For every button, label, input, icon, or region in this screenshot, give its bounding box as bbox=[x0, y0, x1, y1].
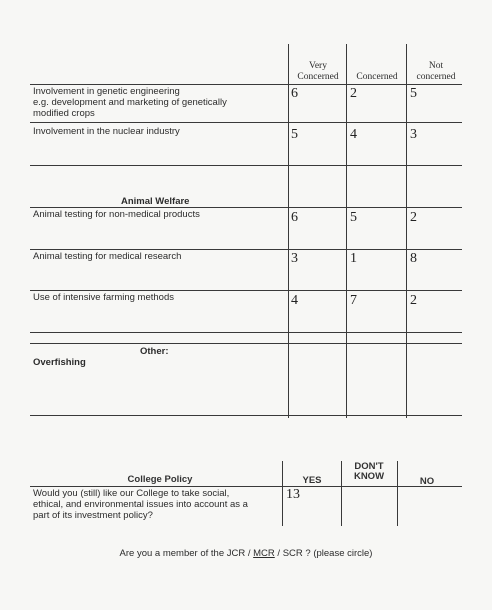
header-not-concerned: Not concerned bbox=[416, 61, 456, 82]
value-very-concerned: 6 bbox=[291, 210, 298, 225]
section-heading-animal-welfare: Animal Welfare bbox=[121, 196, 190, 207]
row-label-genetic-engineering: Involvement in genetic engineering e.g. development and marketing of genetically modified crops bbox=[33, 86, 227, 119]
section-heading-other: Other: bbox=[140, 346, 169, 357]
value-yes: 13 bbox=[286, 487, 300, 502]
value-not-concerned: 8 bbox=[410, 251, 417, 266]
row-label-nuclear: Involvement in the nuclear industry bbox=[33, 126, 180, 137]
header-dont-know: DON'T KNOW bbox=[353, 461, 385, 482]
policy-heading: College Policy bbox=[127, 474, 193, 485]
column-divider bbox=[406, 44, 407, 418]
value-concerned: 2 bbox=[350, 86, 357, 101]
value-not-concerned: 5 bbox=[410, 86, 417, 101]
value-not-concerned: 3 bbox=[410, 127, 417, 142]
row-label-animal-testing-non-medical: Animal testing for non-medical products bbox=[33, 209, 200, 220]
value-very-concerned: 5 bbox=[291, 127, 298, 142]
value-concerned: 4 bbox=[350, 127, 357, 142]
header-concerned: Concerned bbox=[356, 72, 398, 82]
header-very-concerned: Very Concerned bbox=[297, 61, 339, 82]
value-very-concerned: 6 bbox=[291, 86, 298, 101]
row-divider bbox=[30, 122, 462, 123]
value-concerned: 1 bbox=[350, 251, 357, 266]
row-label-intensive-farming: Use of intensive farming methods bbox=[33, 292, 174, 303]
row-divider bbox=[30, 332, 462, 333]
policy-question: Would you (still) like our College to take social, ethical, and environmental issues into account as a part of its investment policy? bbox=[33, 488, 248, 521]
column-divider bbox=[397, 461, 398, 526]
value-concerned: 5 bbox=[350, 210, 357, 225]
column-divider bbox=[288, 44, 289, 418]
row-label-animal-testing-medical: Animal testing for medical research bbox=[33, 251, 182, 262]
row-divider bbox=[30, 207, 462, 208]
row-divider bbox=[30, 343, 462, 344]
row-divider bbox=[30, 290, 462, 291]
column-divider bbox=[346, 44, 347, 418]
row-divider bbox=[30, 415, 462, 416]
header-no: NO bbox=[419, 476, 435, 487]
row-divider bbox=[30, 84, 462, 85]
membership-question: Are you a member of the JCR / MCR / SCR ? (please circle) bbox=[119, 548, 373, 559]
value-not-concerned: 2 bbox=[410, 210, 417, 225]
circled-option: MCR bbox=[253, 548, 275, 559]
other-entry: Overfishing bbox=[33, 357, 86, 368]
header-yes: YES bbox=[302, 475, 322, 486]
row-divider bbox=[30, 249, 462, 250]
value-concerned: 7 bbox=[350, 293, 357, 308]
value-not-concerned: 2 bbox=[410, 293, 417, 308]
value-very-concerned: 4 bbox=[291, 293, 298, 308]
row-divider bbox=[30, 165, 462, 166]
column-divider bbox=[282, 461, 283, 526]
value-very-concerned: 3 bbox=[291, 251, 298, 266]
